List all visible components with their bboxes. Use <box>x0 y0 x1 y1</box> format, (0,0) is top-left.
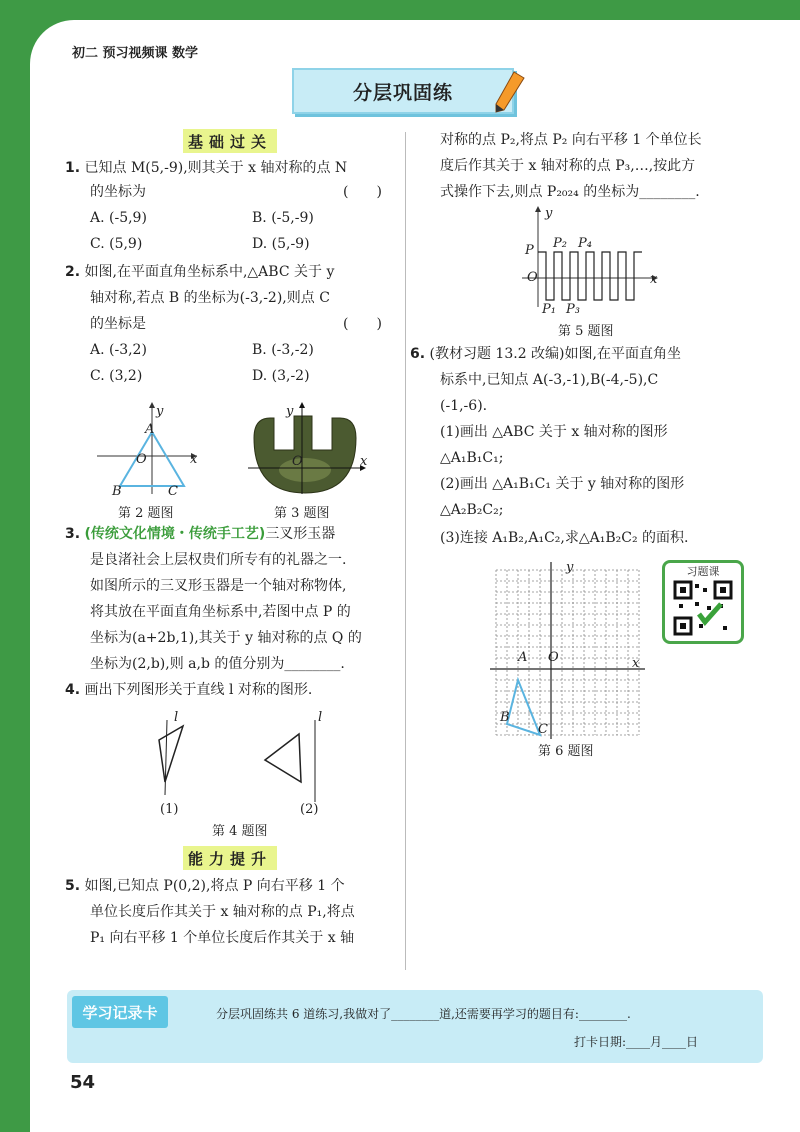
q6-line-5: △A₁B₁C₁; <box>440 450 504 466</box>
q5-line-5: 度后作其关于 x 轴对称的点 P₃,…,按此方 <box>440 158 696 174</box>
q6-line-3: (-1,-6). <box>440 398 488 414</box>
triangle-abc <box>507 680 540 735</box>
q1-answer-bracket: ( ) <box>343 184 382 200</box>
q3-line-3: 如图所示的三叉形玉器是一个轴对称物体, <box>90 578 347 594</box>
q5-line-2: 单位长度后作其关于 x 轴对称的点 P₁,将点 <box>90 904 355 920</box>
figure-4 <box>145 710 325 810</box>
fig3-label-q: Q <box>317 422 328 437</box>
fig2-caption: 第 2 题图 <box>118 506 174 521</box>
q1-option-b: B. (-5,-9) <box>252 210 314 226</box>
fig4-sub-1: (1) <box>160 802 179 817</box>
q2-option-c: C. (3,2) <box>90 368 143 384</box>
record-checkin-date: 打卡日期:____月____日 <box>574 1035 699 1049</box>
q2-line-3: 的坐标是 <box>90 316 146 332</box>
q3-line-1: 3. (传统文化情境・传统手工艺)三叉形玉器 <box>65 526 336 542</box>
header-label: 初二 预习视频课 数学 <box>72 46 199 61</box>
qr-code-icon <box>673 580 733 636</box>
fig5-label-p2: P₂ <box>553 236 567 251</box>
q3-line-6: 坐标为(2,b),则 a,b 的值分别为________. <box>90 656 345 672</box>
fig4-caption: 第 4 题图 <box>212 824 268 839</box>
fig5-label-p4: P₄ <box>578 236 592 251</box>
q6-line-7: △A₂B₂C₂; <box>440 502 504 518</box>
pencil-icon <box>492 70 526 114</box>
q2-option-a: A. (-3,2) <box>90 342 147 358</box>
fig4-label-l1: l <box>174 710 179 725</box>
qr-code-badge[interactable] <box>662 560 744 644</box>
fig3-caption: 第 3 题图 <box>274 506 330 521</box>
fig2-label-b: B <box>112 484 122 499</box>
q1-option-c: C. (5,9) <box>90 236 143 252</box>
fig2-label-c: C <box>168 484 178 499</box>
q6-line-6: (2)画出 △A₁B₁C₁ 关于 y 轴对称的图形 <box>440 476 685 492</box>
fig5-caption: 第 5 题图 <box>558 324 614 339</box>
fig5-label-y: y <box>545 206 553 221</box>
section-advanced: 能力提升 <box>183 846 277 870</box>
q2-option-d: D. (3,-2) <box>252 368 310 384</box>
fig4-label-l2: l <box>318 710 323 725</box>
q1-option-d: D. (5,-9) <box>252 236 310 252</box>
record-line-1: 分层巩固练共 6 道练习,我做对了________道,还需要再学习的题目有:________. <box>216 1007 631 1021</box>
section-banner: 分层巩固练 <box>292 68 514 114</box>
q5-line-3: P₁ 向右平移 1 个单位长度后作其关于 x 轴 <box>90 930 355 946</box>
fig6-caption: 第 6 题图 <box>538 744 594 759</box>
q3-line-2: 是良渚社会上层权贵们所专有的礼器之一. <box>90 552 347 568</box>
q6-line-4: (1)画出 △ABC 关于 x 轴对称的图形 <box>440 424 668 440</box>
q6-line-2: 标系中,已知点 A(-3,-1),B(-4,-5),C <box>440 372 659 388</box>
column-divider <box>405 132 406 970</box>
fig5-label-p3: P₃ <box>566 302 580 317</box>
page <box>30 20 800 1132</box>
figure-5 <box>520 202 660 312</box>
q6-line-1: 6. (教材习题 13.2 改编)如图,在平面直角坐 <box>410 346 681 362</box>
q5-line-1: 5. 如图,已知点 P(0,2),将点 P 向右平移 1 个 <box>65 878 345 894</box>
q4-line-1: 4. 画出下列图形关于直线 l 对称的图形. <box>65 682 313 698</box>
fig5-label-o: O <box>527 270 538 285</box>
q6-line-8: (3)连接 A₁B₂,A₁C₂,求△A₁B₂C₂ 的面积. <box>440 530 689 546</box>
fig3-label-x: x <box>360 454 368 469</box>
fig2-label-o: O <box>136 452 147 467</box>
q2-line-2: 轴对称,若点 B 的坐标为(-3,-2),则点 C <box>90 290 330 306</box>
fig3-label-o: O <box>292 454 303 469</box>
q5-line-4: 对称的点 P₂,将点 P₂ 向右平移 1 个单位长 <box>440 132 702 148</box>
study-record-card <box>67 990 763 1063</box>
fig2-label-a: A <box>145 422 155 437</box>
q1-option-a: A. (-5,9) <box>90 210 147 226</box>
q1-line-2: 的坐标为 <box>90 184 146 200</box>
fig6-label-y: y <box>566 560 574 575</box>
fig5-label-p: P <box>525 243 534 258</box>
fig2-label-x: x <box>190 452 198 467</box>
fig6-label-b: B <box>500 710 510 725</box>
q2-answer-bracket: ( ) <box>343 316 382 332</box>
study-record-tag: 学习记录卡 <box>72 996 168 1028</box>
fig6-label-a: A <box>518 650 528 665</box>
qr-label: 习题课 <box>686 565 720 578</box>
fig6-label-o: O <box>548 650 559 665</box>
fig5-label-x: x <box>650 272 658 287</box>
q2-line-1: 2. 如图,在平面直角坐标系中,△ABC 关于 y <box>65 264 335 280</box>
page-number: 54 <box>70 1072 96 1093</box>
q5-line-6: 式操作下去,则点 P₂₀₂₄ 的坐标为________. <box>440 184 700 200</box>
q2-option-b: B. (-3,-2) <box>252 342 314 358</box>
fig5-label-p1: P₁ <box>542 302 556 317</box>
jade-tool-image <box>240 398 370 498</box>
q3-line-5: 坐标为(a+2b,1),其关于 y 轴对称的点 Q 的 <box>90 630 362 646</box>
fig4-sub-2: (2) <box>300 802 319 817</box>
fig6-label-c: C <box>538 722 548 737</box>
figure-6-grid <box>488 560 648 740</box>
fig2-label-y: y <box>156 404 164 419</box>
fig3-label-y: y <box>286 404 294 419</box>
q3-line-4: 将其放在平面直角坐标系中,若图中点 P 的 <box>90 604 351 620</box>
fig6-label-x: x <box>632 656 640 671</box>
fig3-label-p: P <box>282 422 291 437</box>
figure-2 <box>92 398 202 498</box>
q1-line-1: 1. 已知点 M(5,-9),则其关于 x 轴对称的点 N <box>65 160 348 176</box>
section-basic: 基础过关 <box>183 129 277 153</box>
